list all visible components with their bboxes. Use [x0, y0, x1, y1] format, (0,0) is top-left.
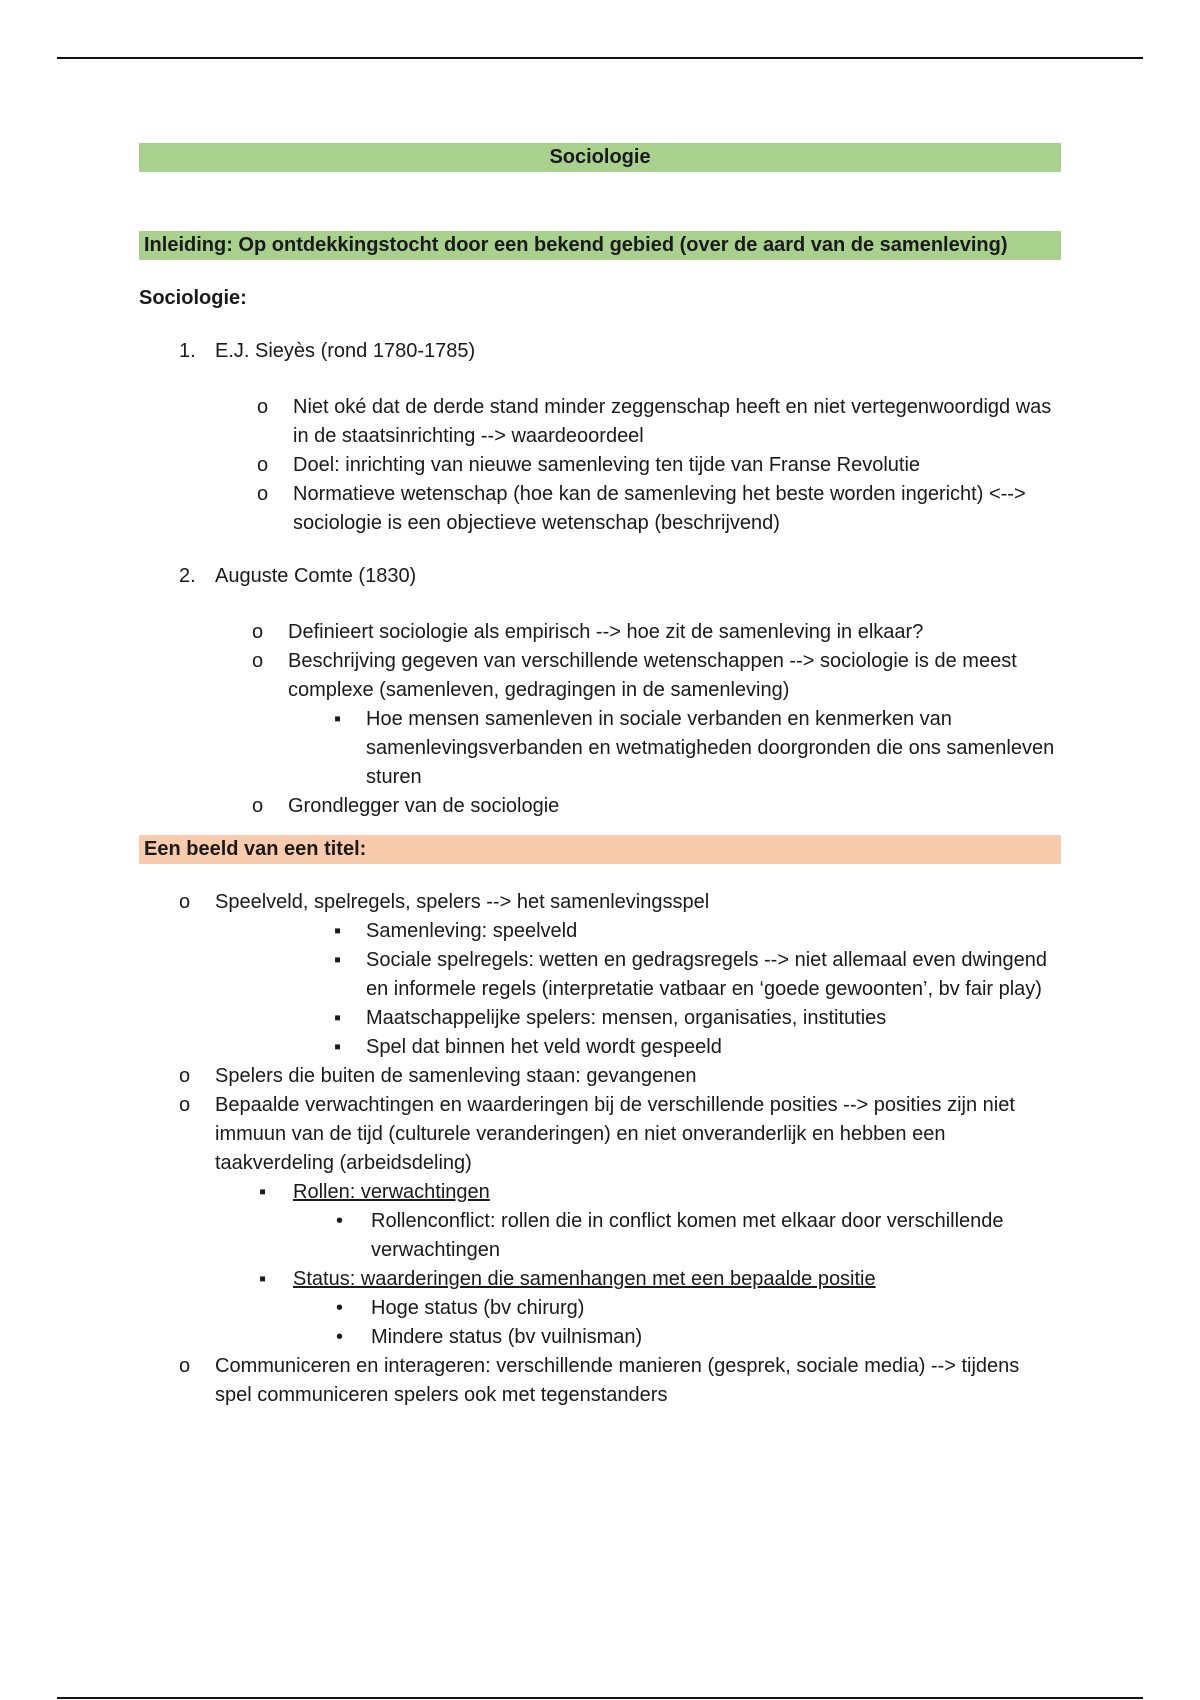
numbered-item-1	[139, 337, 1061, 366]
list-item	[139, 1178, 1061, 1207]
circle-bullet-icon: o	[257, 396, 269, 418]
list-item	[139, 451, 1061, 480]
circle-bullet-icon: o	[179, 1094, 191, 1116]
square-bullet-icon: ▪	[334, 1007, 342, 1029]
list-item	[139, 1207, 1061, 1265]
bottom-rule	[57, 1697, 1143, 1699]
list-item	[139, 917, 1061, 946]
list-item-text: Hoge status (bv chirurg)	[371, 1297, 585, 1319]
list-item	[139, 1033, 1061, 1062]
dot-bullet-icon: •	[336, 1297, 344, 1319]
square-bullet-icon: ▪	[334, 1036, 342, 1058]
list-item-text: Spelers die buiten de samenleving staan: gevangenen	[215, 1065, 697, 1087]
list-item-text: Sociale spelregels: wetten en gedragsregels --> niet allemaal even dwingend en informele regels (interpretatie vatbaar en ‘goede gewoonten’, bv fair play)	[366, 949, 1047, 1000]
top-rule	[57, 57, 1143, 59]
square-bullet-icon: ▪	[334, 949, 342, 971]
square-bullet-icon: ▪	[334, 708, 342, 730]
list-item	[139, 705, 1061, 792]
dot-bullet-icon: •	[336, 1326, 344, 1348]
list-item	[139, 1004, 1061, 1033]
list-item-text: Niet oké dat de derde stand minder zeggenschap heeft en niet vertegenwoordigd was in de staatsinrichting --> waardeoordeel	[293, 396, 1052, 447]
list-item-text: Rollenconflict: rollen die in conflict komen met elkaar door verschillende verwachtingen	[371, 1210, 1004, 1261]
section-label: Sociologie:	[139, 287, 247, 309]
list-item-text: Samenleving: speelveld	[366, 920, 578, 942]
list-item-text: Doel: inrichting van nieuwe samenleving ten tijde van Franse Revolutie	[293, 454, 921, 476]
list-item	[139, 480, 1061, 538]
circle-bullet-icon: o	[252, 795, 264, 817]
list-item-text: Communiceren en interageren: verschillende manieren (gesprek, sociale media) --> tijdens spel communiceren spelers ook met tegenstanders	[215, 1355, 1020, 1406]
circle-bullet-icon: o	[179, 1065, 191, 1087]
circle-bullet-icon: o	[252, 621, 264, 643]
square-bullet-icon: ▪	[259, 1181, 267, 1203]
list-item	[139, 1352, 1061, 1410]
circle-bullet-icon: o	[257, 454, 269, 476]
intro-heading: Inleiding: Op ontdekkingstocht door een bekend gebied (over de aard van de samenleving)	[139, 231, 1061, 260]
list-item	[139, 888, 1061, 917]
section2-heading: Een beeld van een titel:	[139, 835, 1061, 864]
list-item-text: Maatschappelijke spelers: mensen, organisaties, instituties	[366, 1007, 887, 1029]
document-body	[139, 143, 1061, 1410]
list-item	[139, 1323, 1061, 1352]
status-label: Status: waarderingen die samenhangen met een bepaalde positie	[293, 1268, 876, 1290]
list-item	[139, 1091, 1061, 1178]
list-item-text: Mindere status (bv vuilnisman)	[371, 1326, 643, 1348]
circle-bullet-icon: o	[179, 1355, 191, 1377]
list-item-text: Definieert sociologie als empirisch --> hoe zit de samenleving in elkaar?	[288, 621, 924, 643]
list-item	[139, 1265, 1061, 1294]
numbered-item-text: Auguste Comte (1830)	[215, 565, 417, 587]
numbered-item-text: E.J. Sieyès (rond 1780-1785)	[215, 340, 476, 362]
list-item-text: Speelveld, spelregels, spelers --> het samenlevingsspel	[215, 891, 710, 913]
circle-bullet-icon: o	[252, 650, 264, 672]
list-item-text: Beschrijving gegeven van verschillende wetenschappen --> sociologie is de meest complexe (samenleven, gedragingen in de samenleving)	[288, 650, 1017, 701]
number-label: 2.	[179, 565, 196, 587]
list-item	[139, 1294, 1061, 1323]
list-item-text: Grondlegger van de sociologie	[288, 795, 560, 817]
circle-bullet-icon: o	[257, 483, 269, 505]
list-item-text: Hoe mensen samenleven in sociale verbanden en kenmerken van samenlevingsverbanden en wetmatigheden doorgronden die ons samenleven sturen	[366, 708, 1055, 788]
square-bullet-icon: ▪	[334, 920, 342, 942]
list-item	[139, 792, 1061, 821]
list-item	[139, 1062, 1061, 1091]
list-item-text: Spel dat binnen het veld wordt gespeeld	[366, 1036, 722, 1058]
dot-bullet-icon: •	[336, 1210, 344, 1232]
list-item	[139, 393, 1061, 451]
square-bullet-icon: ▪	[259, 1268, 267, 1290]
numbered-item-2	[139, 562, 1061, 591]
list-item	[139, 618, 1061, 647]
page-title: Sociologie	[139, 143, 1061, 172]
circle-bullet-icon: o	[179, 891, 191, 913]
list-item	[139, 946, 1061, 1004]
number-label: 1.	[179, 340, 196, 362]
list-item-text: Bepaalde verwachtingen en waarderingen bij de verschillende posities --> posities zijn niet immuun van de tijd (culturele veranderingen) en niet onveranderlijk en hebben een taakverdeling (arbeidsdeling)	[215, 1094, 1015, 1174]
list-item	[139, 647, 1061, 705]
list-item-text: Normatieve wetenschap (hoe kan de samenleving het beste worden ingericht) <--> sociologie is een objectieve wetenschap (beschrijvend)	[293, 483, 1026, 534]
roles-label: Rollen: verwachtingen	[293, 1181, 490, 1203]
